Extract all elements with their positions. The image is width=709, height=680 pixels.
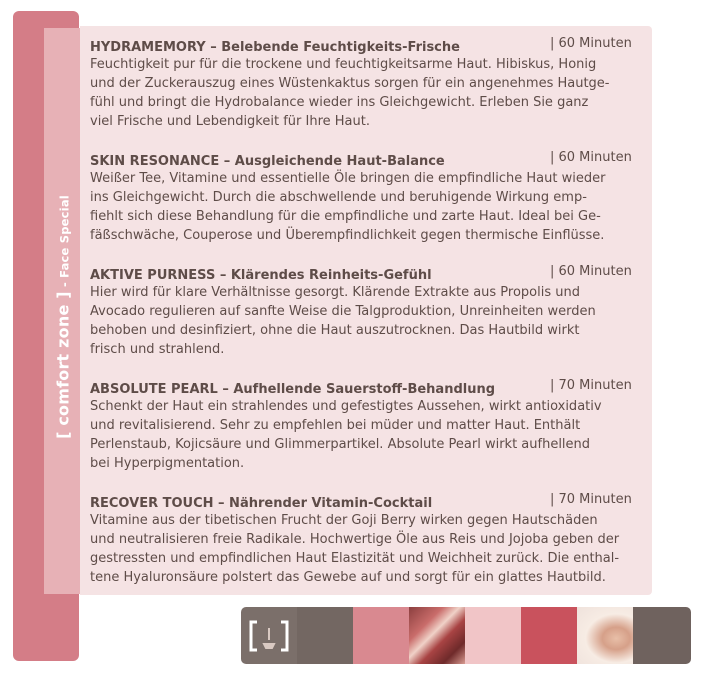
description-line: bei Hyperpigmentation. <box>90 456 245 471</box>
treatment-description <box>90 397 642 473</box>
description-line: fühl und bringt die Hydrobalance wieder ins Gleichgewicht. Erleben Sie ganz <box>90 95 589 110</box>
treatment-title: AKTIVE PURNESS – Klärendes Reinheits-Gefühl <box>90 268 432 283</box>
description-line: viel Frische und Lebendigkeit für Ihre Haut. <box>90 114 370 129</box>
description-line: Avocado regulieren auf sanfte Weise die Talgproduktion, Unreinheiten werden <box>90 304 596 319</box>
description-line: Weißer Tee, Vitamine und essentielle Öle bringen die empfindliche Haut wieder <box>90 171 606 186</box>
description-line: Vitamine aus der tibetischen Frucht der Goji Berry wirken gegen Hautschäden <box>90 513 598 528</box>
treatment-item <box>90 378 642 473</box>
description-line: ins Gleichgewicht. Durch die abschwellende und beruhigende Wirkung emp- <box>90 190 587 205</box>
color-tile <box>521 607 577 664</box>
treatment-header <box>90 492 642 511</box>
description-line: und neutralisieren freie Radikale. Hochwertige Öle aus Reis und Jojoba geben der <box>90 532 620 547</box>
spa-photo-tile <box>409 607 465 664</box>
treatment-list <box>90 36 642 606</box>
description-line: Hier wird für klare Verhältnisse gesorgt. Klärende Extrakte aus Propolis und <box>90 285 580 300</box>
treatment-header <box>90 150 642 169</box>
color-tile <box>465 607 521 664</box>
brand-label: [ comfort zone ] <box>53 291 73 439</box>
treatment-description <box>90 169 642 245</box>
treatment-description <box>90 55 642 131</box>
treatment-item <box>90 150 642 245</box>
comfort-zone-bracket-logo-icon <box>241 607 297 664</box>
description-line: tene Hyaluronsäure polstert das Gewebe auf und sorgt für ein glattes Hautbild. <box>90 570 606 585</box>
treatment-item <box>90 264 642 359</box>
image-strip <box>241 607 691 664</box>
treatment-title: HYDRAMEMORY – Belebende Feuchtigkeits-Frische <box>90 40 460 55</box>
treatment-duration: | 70 Minuten <box>550 378 632 393</box>
treatment-title: ABSOLUTE PEARL – Aufhellende Sauerstoff-Behandlung <box>90 382 496 397</box>
description-line: gestressten und empfindlichen Haut Elastizität und Weichheit zurück. Die enthal- <box>90 551 620 566</box>
description-line: fiehlt sich diese Behandlung für die empfindliche und zarte Haut. Ideal bei Ge- <box>90 209 601 224</box>
treatment-title: RECOVER TOUCH – Nährender Vitamin-Cocktail <box>90 496 433 511</box>
treatment-header <box>90 378 642 397</box>
treatment-item <box>90 492 642 587</box>
description-line: fäßschwäche, Couperose und Überempfindlichkeit gegen thermische Einflüsse. <box>90 228 605 243</box>
vertical-category-label <box>54 195 73 439</box>
treatment-duration: | 60 Minuten <box>550 150 632 165</box>
color-tile <box>297 607 353 664</box>
face-photo-tile <box>577 607 633 664</box>
color-tile <box>633 607 691 664</box>
description-line: Schenkt der Haut ein strahlendes und gefestigtes Aussehen, wirkt antioxidativ <box>90 399 602 414</box>
treatment-title: SKIN RESONANCE – Ausgleichende Haut-Balance <box>90 154 445 169</box>
treatment-duration: | 70 Minuten <box>550 492 632 507</box>
description-line: Feuchtigkeit pur für die trockene und feuchtigkeitsarme Haut. Hibiskus, Honig <box>90 57 597 72</box>
description-line: frisch und strahlend. <box>90 342 225 357</box>
treatment-header <box>90 264 642 283</box>
treatment-item <box>90 36 642 131</box>
description-line: Perlenstaub, Kojicsäure und Glimmerpartikel. Absolute Pearl wirkt aufhellend <box>90 437 591 452</box>
description-line: behoben und desinfiziert, ohne die Haut auszutrocknen. Das Hautbild wirkt <box>90 323 580 338</box>
treatment-description <box>90 511 642 587</box>
treatment-header <box>90 36 642 55</box>
color-tile <box>353 607 409 664</box>
category-label: - Face Special <box>57 195 72 292</box>
treatment-description <box>90 283 642 359</box>
treatment-duration: | 60 Minuten <box>550 264 632 279</box>
description-line: und der Zuckerauszug eines Wüstenkaktus sorgen für ein angenehmes Hautge- <box>90 76 610 91</box>
description-line: und revitalisierend. Sehr zu empfehlen bei müder und matter Haut. Enthält <box>90 418 581 433</box>
treatment-duration: | 60 Minuten <box>550 36 632 51</box>
